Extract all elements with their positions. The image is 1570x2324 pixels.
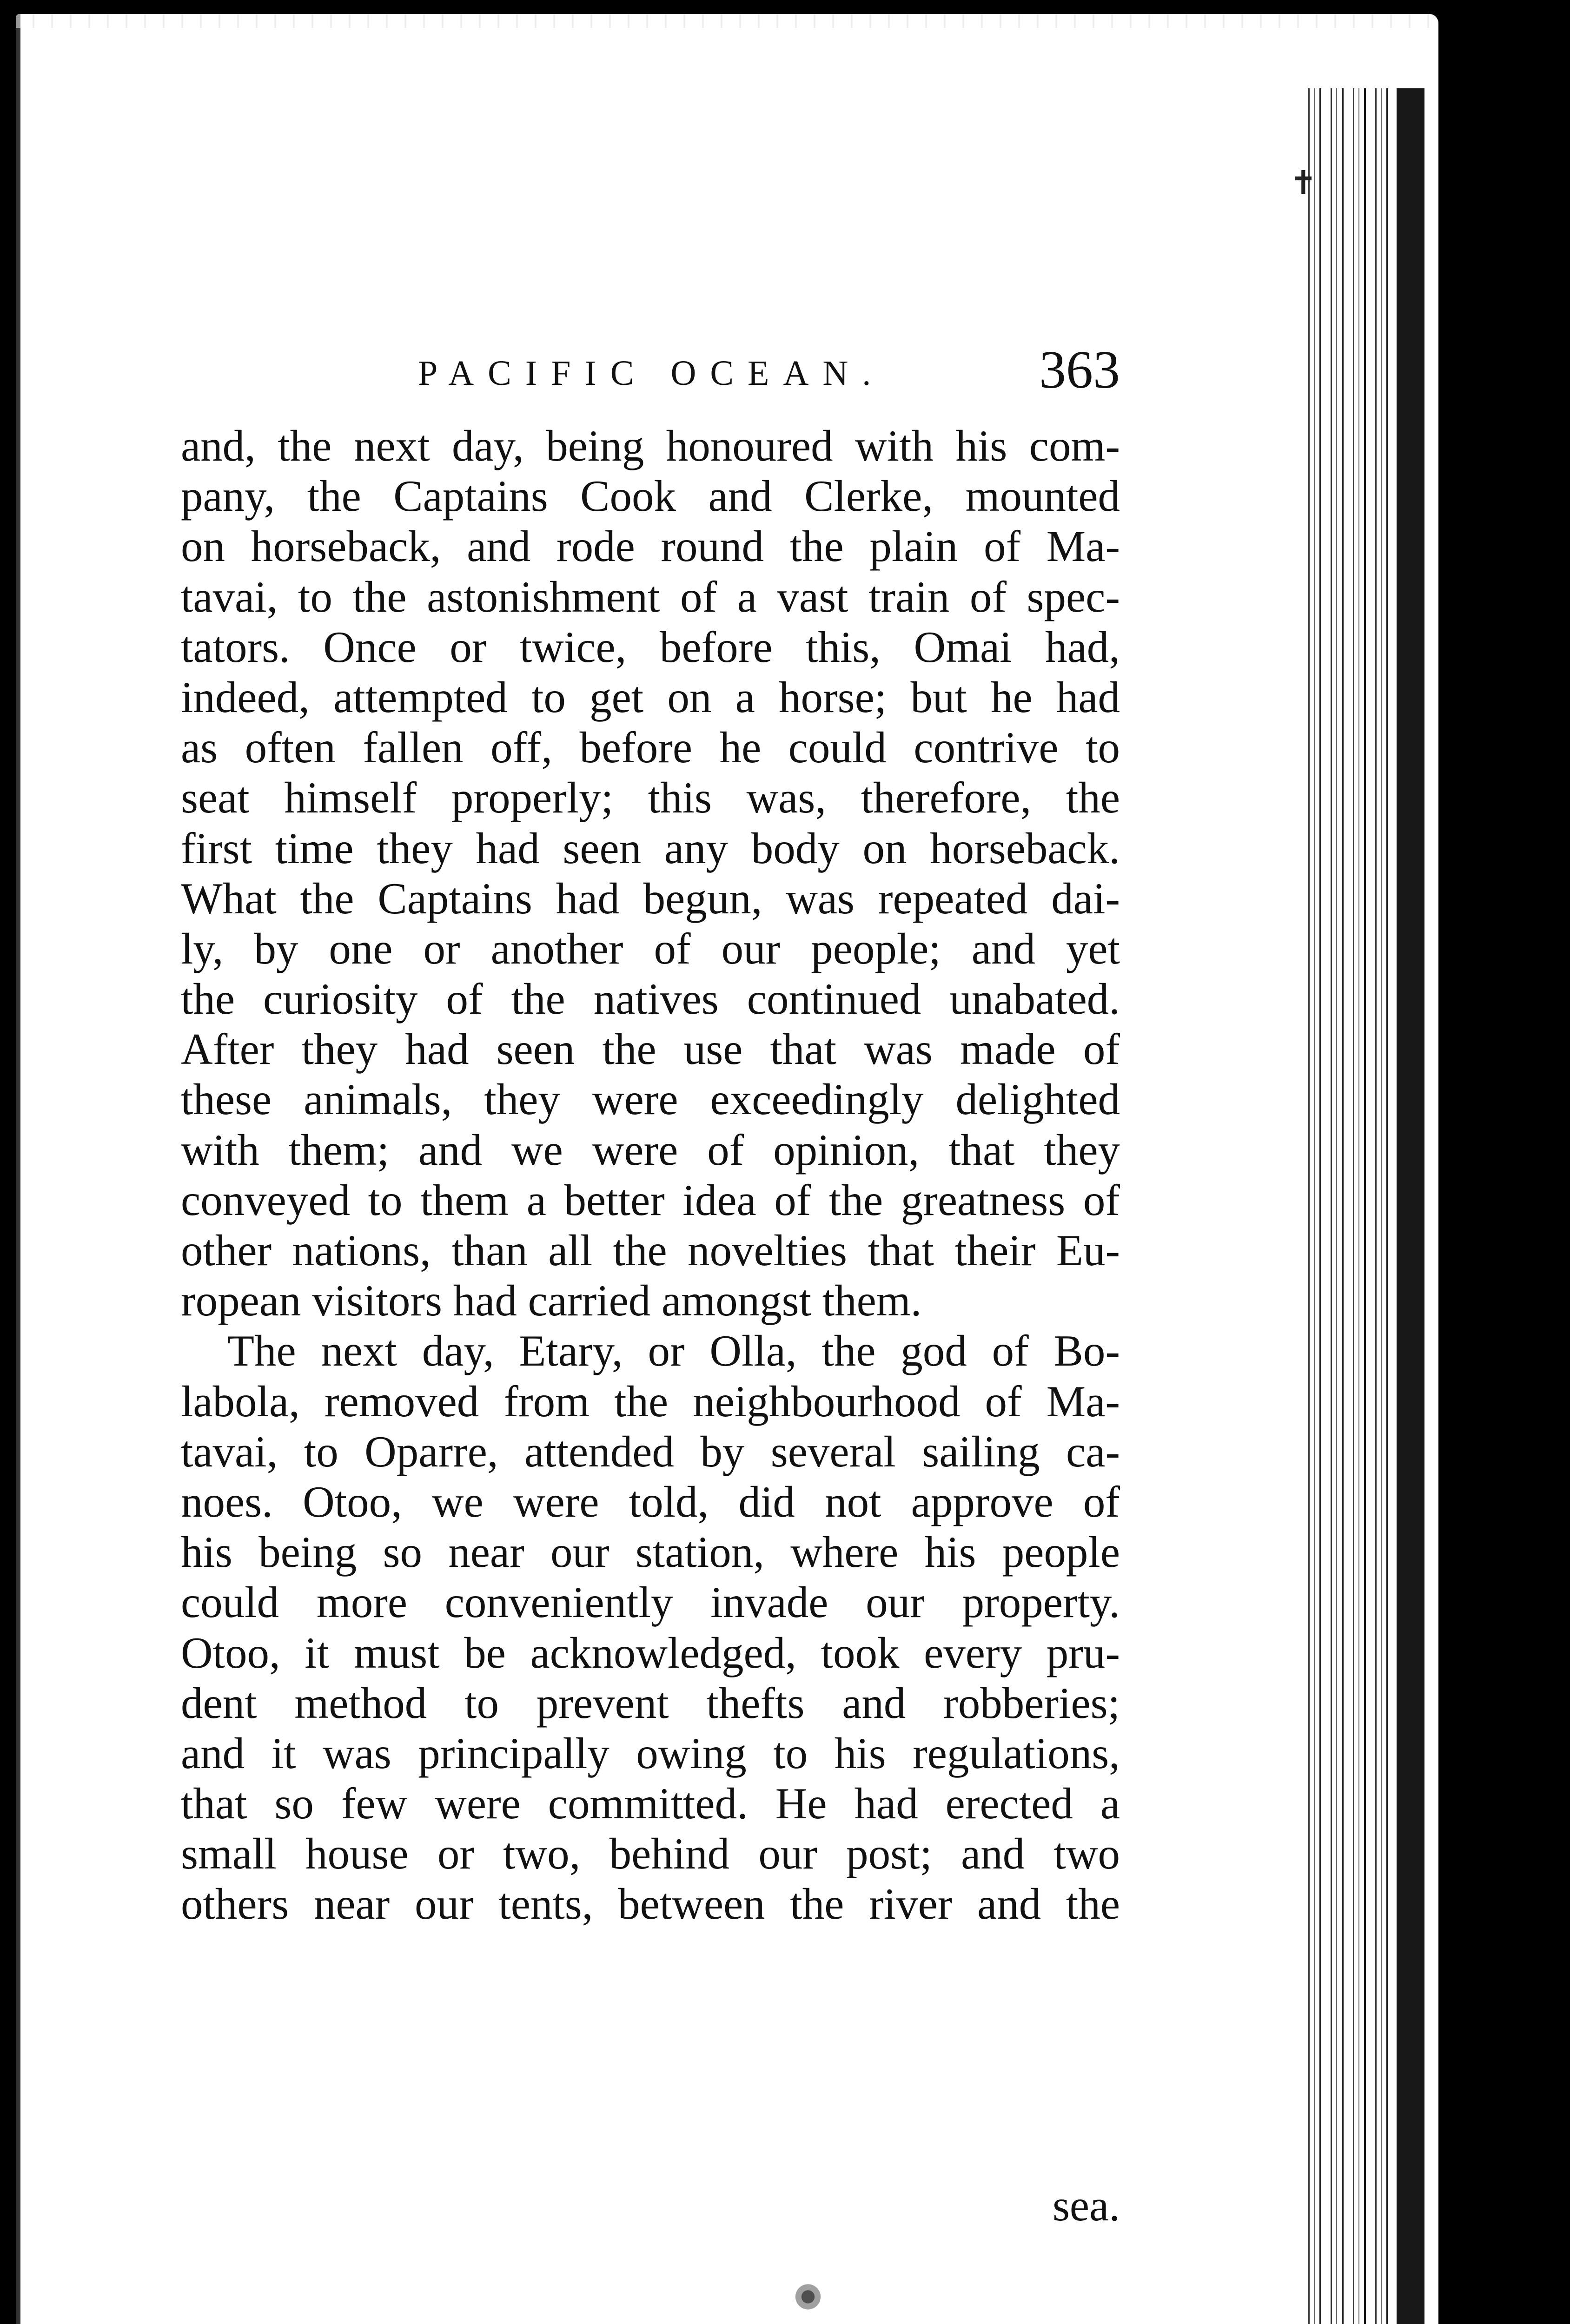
- text-line: with them; and we were of opinion, that they: [181, 1125, 1120, 1175]
- text-line: tavai, to the astonishment of a vast train of spec-: [181, 572, 1120, 621]
- ink-blot-ornament: [788, 2282, 839, 2315]
- body-text: [181, 421, 1120, 1929]
- text-line: dent method to prevent thefts and robberies;: [181, 1678, 1120, 1728]
- text-line: tavai, to Oparre, attended by several sailing ca-: [181, 1426, 1120, 1476]
- text-line: these animals, they were exceedingly delighted: [181, 1075, 1120, 1124]
- text-line: on horseback, and rode round the plain of Ma-: [181, 522, 1120, 571]
- text-line: seat himself properly; this was, therefore, the: [181, 773, 1120, 823]
- text-line: pany, the Captains Cook and Clerke, mounted: [181, 471, 1120, 521]
- scan-top-edge: [16, 14, 1438, 28]
- text-line: small house or two, behind our post; and two: [181, 1829, 1120, 1879]
- book-fore-edge: [1304, 88, 1424, 2324]
- text-line: and, the next day, being honoured with his com-: [181, 421, 1120, 470]
- text-line: that so few were committed. He had erected a: [181, 1779, 1120, 1829]
- running-title: PACIFIC OCEAN.: [418, 354, 885, 393]
- text-line: and it was principally owing to his regulations,: [181, 1728, 1120, 1778]
- text-line: Otoo, it must be acknowledged, took every pru-: [181, 1628, 1120, 1677]
- text-line: the curiosity of the natives continued unabated.: [181, 974, 1120, 1024]
- catchword: sea.: [1052, 2181, 1120, 2230]
- fore-edge-shadow: [1397, 88, 1424, 2324]
- text-line: After they had seen the use that was made of: [181, 1024, 1120, 1074]
- text-line: noes. Otoo, we were told, did not approve of: [181, 1477, 1120, 1526]
- text-line: as often fallen off, before he could contrive to: [181, 723, 1120, 772]
- text-line: ly, by one or another of our people; and yet: [181, 924, 1120, 973]
- page-number: 363: [1039, 340, 1120, 400]
- text-line: What the Captains had begun, was repeated dai-: [181, 873, 1120, 923]
- text-line: The next day, Etary, or Olla, the god of Bo-: [227, 1326, 1120, 1376]
- stray-mark-icon: ✝: [1290, 165, 1317, 201]
- text-line: indeed, attempted to get on a horse; but he had: [181, 672, 1120, 722]
- text-line: first time they had seen any body on horseback.: [181, 823, 1120, 873]
- text-line: others near our tents, between the river and the: [181, 1879, 1120, 1929]
- text-line: tators. Once or twice, before this, Omai had,: [181, 622, 1120, 672]
- text-line: could more conveniently invade our property.: [181, 1578, 1120, 1627]
- text-line: labola, removed from the neighbourhood of Ma-: [181, 1376, 1120, 1426]
- text-line: his being so near our station, where his people: [181, 1527, 1120, 1577]
- text-line: conveyed to them a better idea of the greatness of: [181, 1175, 1120, 1225]
- text-line: ropean visitors had carried amongst them.: [181, 1276, 922, 1326]
- text-line: other nations, than all the novelties that their Eu-: [181, 1226, 1120, 1275]
- running-head: [181, 339, 1120, 418]
- scan-left-border: [16, 14, 20, 2324]
- scanned-page: [16, 14, 1438, 2324]
